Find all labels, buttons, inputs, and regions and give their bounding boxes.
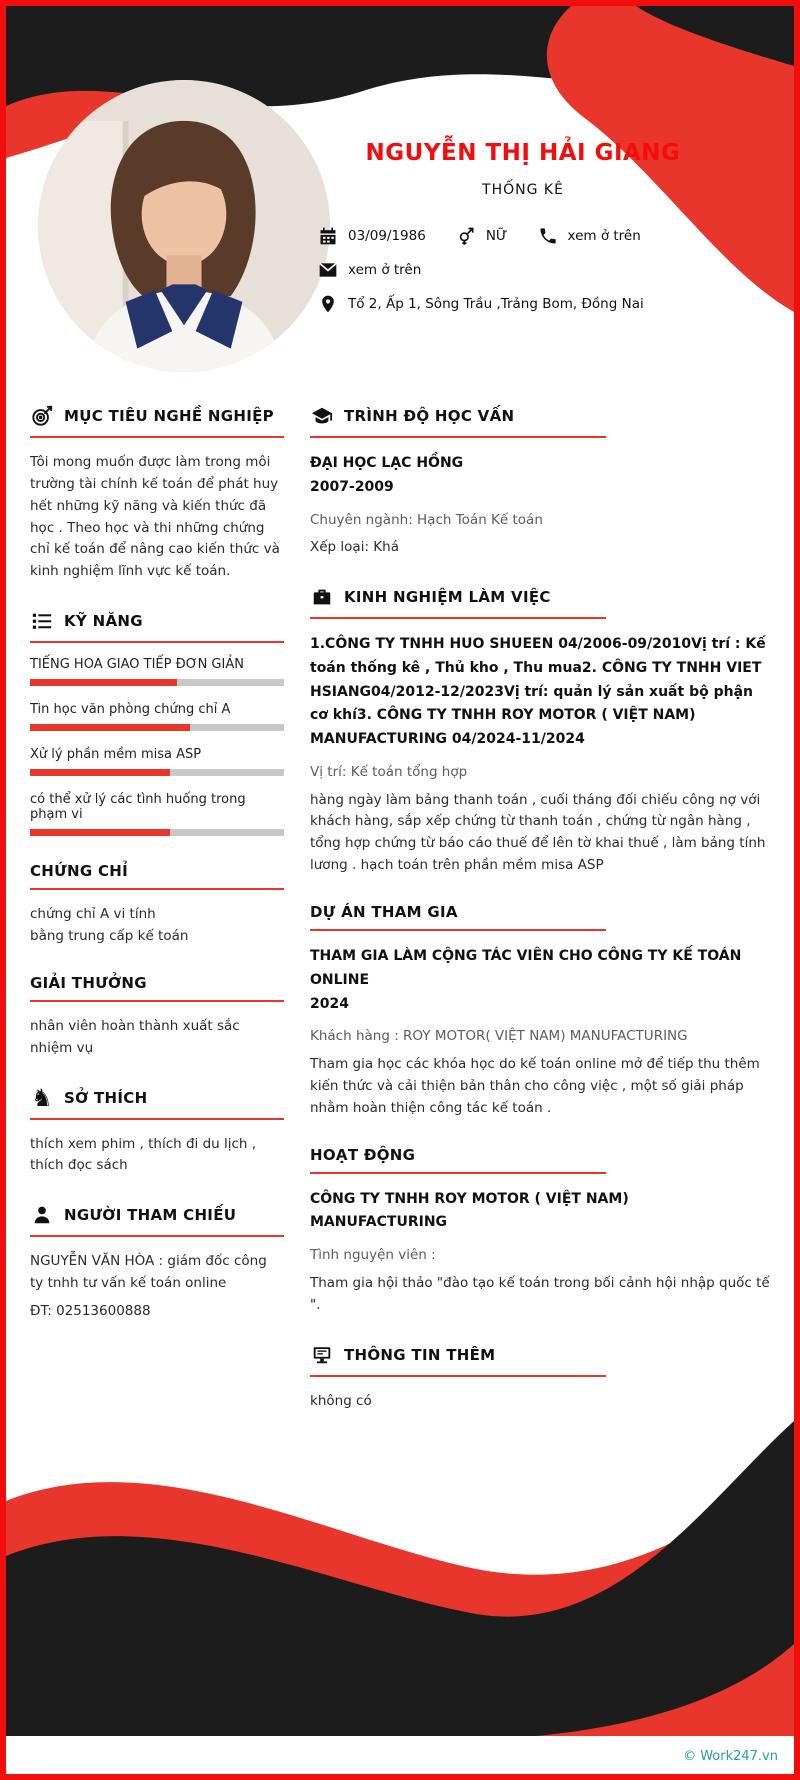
- section-hobbies: [30, 1083, 284, 1178]
- skill-item: [30, 792, 284, 836]
- email-icon: [318, 260, 338, 280]
- profile-photo-image: [38, 80, 330, 372]
- skill-bar: [30, 769, 284, 776]
- phone-item: [538, 226, 641, 246]
- email-value: xem ở trên: [348, 262, 422, 278]
- objective-title: MỤC TIÊU NGHỀ NGHIỆP: [64, 407, 274, 425]
- section-certificates: [30, 862, 284, 948]
- dob-item: [318, 226, 426, 246]
- candidate-job-title: THỐNG KÊ: [482, 182, 564, 198]
- projects-title: DỰ ÁN THAM GIA: [310, 903, 458, 922]
- project-name: THAM GIA LÀM CỘNG TÁC VIÊN CHO CÔNG TY KẾ TOÁN ONLINE: [310, 948, 742, 988]
- skill-bar: [30, 679, 284, 686]
- chess-knight-icon: ♞: [31, 1083, 53, 1112]
- section-education: [310, 404, 770, 559]
- experience-title: KINH NGHIỆM LÀM VIỆC: [344, 588, 551, 607]
- location-icon: [318, 294, 338, 314]
- right-column: [310, 404, 770, 1438]
- hobbies-title: SỞ THÍCH: [64, 1088, 148, 1107]
- red-divider: [30, 888, 284, 890]
- skills-title: KỸ NĂNG: [64, 612, 143, 631]
- email-item: [318, 260, 421, 280]
- phone-value: xem ở trên: [567, 228, 641, 244]
- contact-row-3: [318, 294, 728, 314]
- objective-heading: [30, 404, 284, 428]
- certificate-item: bằng trung cấp kế toán: [30, 928, 189, 945]
- activities-heading: [310, 1146, 770, 1164]
- red-divider: [30, 1118, 284, 1120]
- section-more-info: [310, 1343, 770, 1413]
- red-divider: [30, 1235, 284, 1237]
- education-school: ĐẠI HỌC LẠC HỒNG: [310, 455, 464, 471]
- skill-bar-fill: [30, 769, 170, 776]
- experience-description: hàng ngày làm bảng thanh toán , cuối tháng đối chiếu công nợ với khách hàng, sắp xếp chứng từ thanh toán , chứng từ ngân hàng , tổng hợp chứng từ báo cáo thuế để lên tờ khai thuế , làm bảng tính lương . hạch toán trên phần mềm misa ASP: [310, 791, 766, 874]
- experience-companies: 1.CÔNG TY TNHH HUO SHUEEN 04/2006-09/2010Vị trí : Kế toán thống kê , Thủ kho , Thu mua2. CÔNG TY TNHH VIET HSIANG04/2012-12/2023Vị trí: quản lý sản xuất bộ phận cơ khí3. CÔNG TY TNHH ROY MOTOR ( VIỆT NAM) MANUFACTURING 04/2024-11/2024: [310, 636, 766, 748]
- gender-item: [456, 226, 508, 246]
- left-column: [30, 404, 284, 1438]
- skill-item: [30, 747, 284, 776]
- footer-wave-decoration: [6, 1406, 794, 1736]
- project-description: Tham gia học các khóa học do kế toán online mở để tiếp thu thêm kiến thức và cải thiện bản thân cho công việc , một số giải pháp nhằm hoàn thiện công tác kế toán .: [310, 1056, 760, 1116]
- skill-label: Tin học văn phòng chứng chỉ A: [30, 702, 231, 718]
- reference-line: NGUYỄN VĂN HÒA : giám đốc công ty tnhh tư vấn kế toán online: [30, 1253, 267, 1292]
- contact-block: [318, 226, 728, 314]
- skills-heading: [30, 609, 284, 633]
- certificates-title: CHỨNG CHỈ: [30, 862, 129, 881]
- more-info-title: THÔNG TIN THÊM: [344, 1345, 496, 1364]
- activity-description: Tham gia hội thảo "đào tạo kế toán trong bối cảnh hội nhập quốc tế ".: [310, 1274, 770, 1313]
- award-item: nhân viên hoàn thành xuất sắc nhiệm vụ: [30, 1017, 240, 1056]
- red-divider: [310, 929, 606, 931]
- contact-row-2: [318, 260, 728, 280]
- red-divider: [30, 1000, 284, 1002]
- header-info: [318, 140, 728, 328]
- more-info-body: không có: [310, 1392, 372, 1409]
- section-projects: [310, 903, 770, 1120]
- candidate-name: NGUYỄN THỊ HẢI GIANG: [365, 140, 681, 166]
- skill-label: Xử lý phần mềm misa ASP: [30, 747, 202, 763]
- hobbies-body: thích xem phim , thích đi du lịch , thích đọc sách: [30, 1135, 257, 1174]
- skill-bar-fill: [30, 724, 190, 731]
- target-icon: [30, 404, 54, 428]
- skill-bar-fill: [30, 679, 177, 686]
- skill-item: [30, 657, 284, 686]
- red-divider: [310, 1172, 606, 1174]
- certificates-heading: [30, 862, 284, 880]
- address-value: Tổ 2, Ấp 1, Sông Trầu ,Trảng Bom, Đồng Nai: [348, 296, 644, 312]
- section-objective: [30, 404, 284, 583]
- calendar-icon: [318, 226, 338, 246]
- skill-label: có thể xử lý các tình huống trong phạm vi: [30, 792, 246, 823]
- watermark-copyright: © Work247.vn: [683, 1749, 778, 1764]
- activity-role: Tình nguyện viên :: [310, 1247, 436, 1264]
- hobbies-heading: [30, 1083, 284, 1112]
- gender-icon: [456, 226, 476, 246]
- certificate-item: chứng chỉ A vi tính: [30, 906, 156, 923]
- education-title: TRÌNH ĐỘ HỌC VẤN: [344, 407, 515, 425]
- education-major: Chuyên ngành: Hạch Toán Kế toán: [310, 511, 543, 528]
- awards-heading: [30, 974, 284, 992]
- person-icon: [30, 1203, 54, 1227]
- red-divider: [30, 641, 284, 643]
- briefcase-icon: [310, 585, 334, 609]
- dob-value: 03/09/1986: [348, 228, 426, 244]
- section-awards: [30, 974, 284, 1060]
- skill-item: [30, 702, 284, 731]
- experience-position: Vị trí: Kế toán tổng hợp: [310, 764, 468, 781]
- list-icon: [30, 609, 54, 633]
- graduation-cap-icon: [310, 404, 334, 428]
- red-divider: [310, 617, 606, 619]
- skill-bar: [30, 829, 284, 836]
- section-activities: [310, 1146, 770, 1317]
- section-skills: [30, 609, 284, 836]
- skill-label: TIẾNG HOA GIAO TIẾP ĐƠN GIẢN: [30, 657, 244, 673]
- address-item: [318, 294, 644, 314]
- projects-heading: [310, 903, 770, 921]
- education-heading: [310, 404, 770, 428]
- skill-bar-fill: [30, 829, 170, 836]
- red-divider: [30, 436, 284, 438]
- project-client: Khách hàng : ROY MOTOR( VIỆT NAM) MANUFACTURING: [310, 1028, 688, 1045]
- education-years: 2007-2009: [310, 478, 394, 495]
- main-content: [30, 404, 770, 1438]
- section-references: [30, 1203, 284, 1323]
- more-info-heading: [310, 1343, 770, 1367]
- experience-heading: [310, 585, 770, 609]
- red-divider: [310, 1375, 606, 1377]
- gender-value: NỮ: [485, 228, 508, 244]
- reference-line: ĐT: 02513600888: [30, 1303, 151, 1320]
- education-grade: Xếp loại: Khá: [310, 539, 399, 556]
- awards-title: GIẢI THƯỞNG: [30, 973, 147, 992]
- contact-row-1: [318, 226, 728, 246]
- phone-icon: [538, 226, 558, 246]
- red-divider: [310, 436, 606, 438]
- activities-title: HOẠT ĐỘNG: [310, 1145, 416, 1164]
- skill-bar: [30, 724, 284, 731]
- profile-photo: [38, 80, 330, 372]
- references-title: NGƯỜI THAM CHIẾU: [64, 1206, 237, 1225]
- section-experience: [310, 585, 770, 877]
- monitor-icon: [310, 1343, 334, 1367]
- references-heading: [30, 1203, 284, 1227]
- activity-organization: CÔNG TY TNHH ROY MOTOR ( VIỆT NAM) MANUFACTURING: [310, 1190, 629, 1231]
- project-year: 2024: [310, 995, 349, 1012]
- objective-body: Tôi mong muốn được làm trong môi trường tài chính kế toán để phát huy hết những kỹ năng và kiến thức đã học . Theo học và thi những chứng chỉ kế toán để nâng cao kiến thức và kinh nghiệm lĩnh vực kế toán.: [30, 454, 280, 580]
